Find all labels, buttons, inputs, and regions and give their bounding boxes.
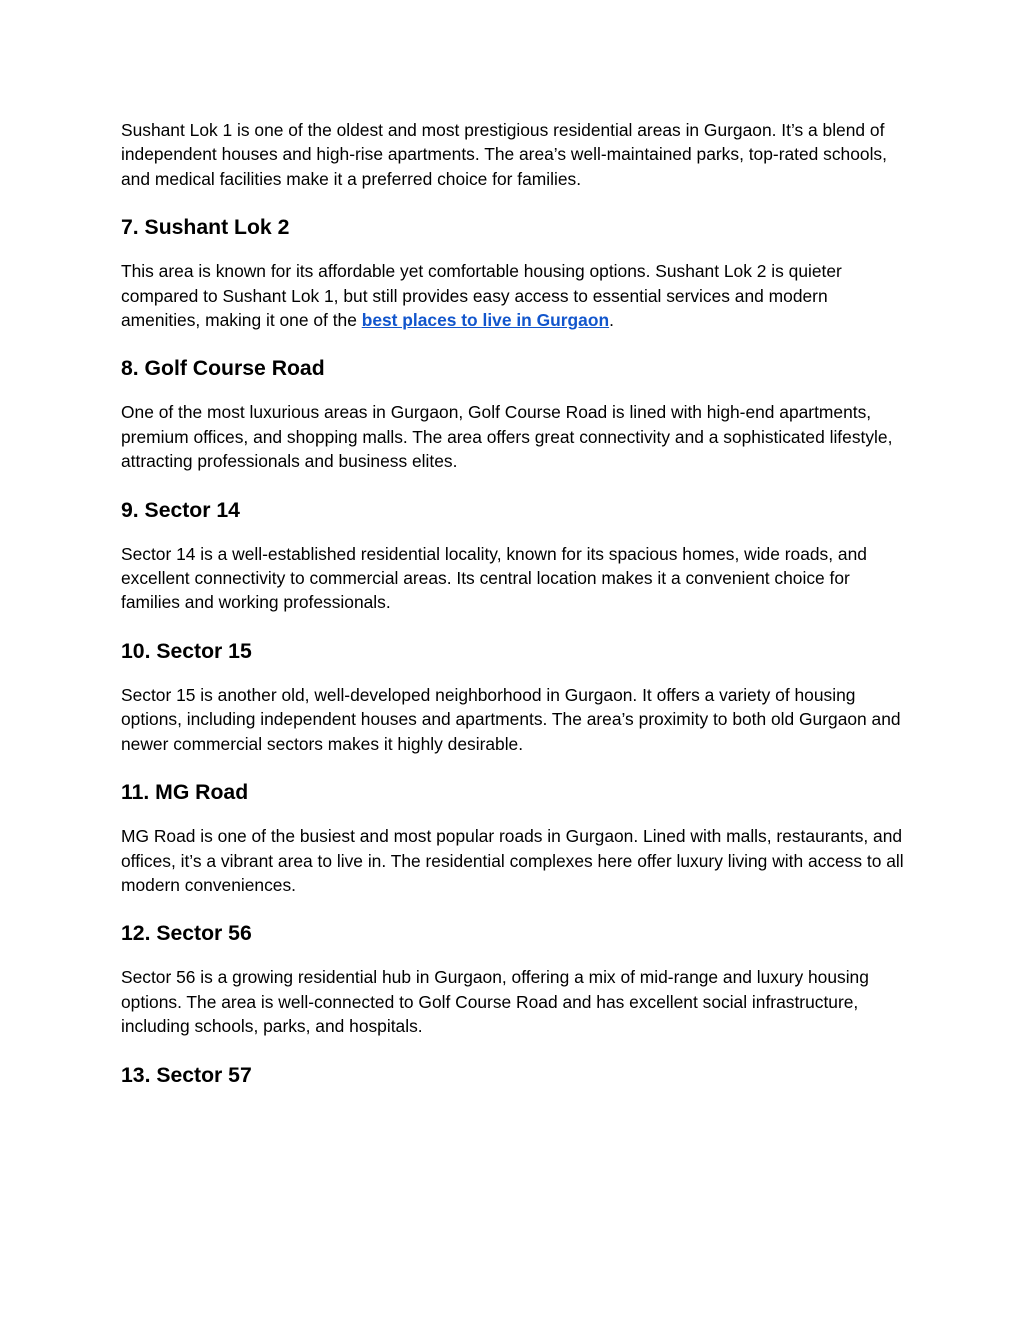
- paragraph-sector-14: Sector 14 is a well-established residential locality, known for its spacious homes, wide roads, and excellent connectivity to commercial areas. Its central location makes it a convenient choice for families and working professionals.: [121, 543, 867, 613]
- document-page: [121, 118, 911, 1089]
- paragraph-golf-course-road: One of the most luxurious areas in Gurgaon, Golf Course Road is lined with high-end apartments, premium offices, and shopping malls. The area offers great connectivity and a sophisticated lifestyle, attracting professionals and business elites.: [121, 402, 893, 472]
- heading-sector-14: 9. Sector 14: [121, 498, 240, 522]
- heading-sector-15: 10. Sector 15: [121, 639, 252, 663]
- paragraph-sector-56: Sector 56 is a growing residential hub in Gurgaon, offering a mix of mid-range and luxury housing options. The area is well-connected to Golf Course Road and has excellent social infrastructure, including schools, parks, and hospitals.: [121, 967, 869, 1037]
- intro-paragraph: Sushant Lok 1 is one of the oldest and most prestigious residential areas in Gurgaon. It’s a blend of independent houses and high-rise apartments. The area’s well-maintained parks, top-rated schools, and medical facilities make it a preferred choice for families.: [121, 120, 887, 189]
- heading-mg-road: 11. MG Road: [121, 781, 249, 805]
- paragraph-text-end: .: [609, 310, 614, 331]
- heading-golf-course-road: 8. Golf Course Road: [121, 357, 325, 381]
- paragraph-mg-road: MG Road is one of the busiest and most popular roads in Gurgaon. Lined with malls, restaurants, and offices, it’s a vibrant area to live in. The residential complexes here offer luxury living with access to all modern conveniences.: [121, 826, 904, 895]
- heading-sector-57: 13. Sector 57: [121, 1063, 252, 1087]
- paragraph-text: This area is known for its affordable yet comfortable housing options. Sushant Lok 2 is quieter compared to Sushant Lok 1, but still provides easy access to essential services and modern amenities, making it one of the: [121, 261, 842, 331]
- heading-sector-56: 12. Sector 56: [121, 922, 252, 946]
- paragraph-sector-15: Sector 15 is another old, well-developed neighborhood in Gurgaon. It offers a variety of housing options, including independent houses and apartments. The area’s proximity to both old Gurgaon and newer commercial sectors makes it highly desirable.: [121, 684, 901, 754]
- paragraph-sushant-lok-2: [121, 259, 911, 332]
- best-places-link[interactable]: best places to live in Gurgaon: [361, 310, 610, 331]
- heading-sushant-lok-2: 7. Sushant Lok 2: [121, 216, 290, 240]
